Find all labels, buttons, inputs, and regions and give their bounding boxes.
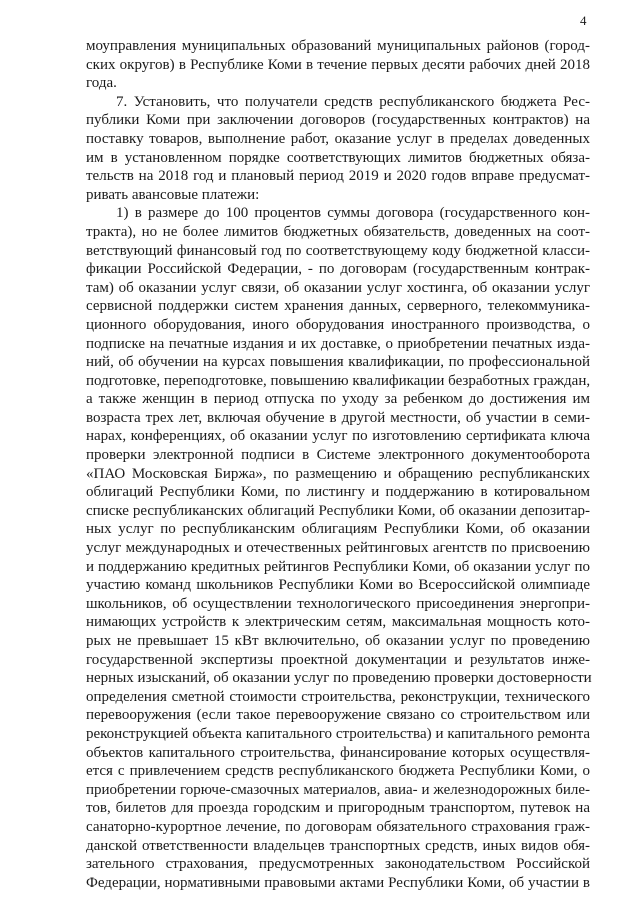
text-line: зательного страхования, предусмотренных законодательством Российской bbox=[86, 856, 590, 873]
text-line: 7. Установить, что получатели средств республиканского бюджета Рес- bbox=[116, 93, 590, 110]
text-line: там) об оказании услуг связи, об оказании услуг хостинга, об оказании услуг bbox=[86, 279, 590, 296]
text-line: моуправления муниципальных образований муниципальных районов (город- bbox=[86, 38, 590, 54]
text-line: услуг международных и отечественных рейтинговых агентств по присвоению bbox=[86, 540, 590, 557]
text-line: 1) в размере до 100 процентов суммы договора (государственного кон- bbox=[116, 205, 590, 222]
text-line: облигаций Республики Коми, по листингу и поддержанию в котировальном bbox=[86, 484, 590, 501]
text-line: ских округов) в Республике Коми в течение первых десяти рабочих дней 2018 bbox=[86, 56, 590, 73]
paragraph-p-item-7 bbox=[86, 93, 590, 205]
text-line: им в установленном порядке соответствующих лимитов бюджетных обяза- bbox=[86, 149, 590, 166]
text-line: тельств на 2018 год и плановый период 2019 и 2020 годов вправе предусмат- bbox=[86, 168, 590, 185]
text-line: поставку товаров, выполнение работ, оказание услуг в пределах доведенных bbox=[86, 130, 590, 147]
text-line: Федерации, нормативными правовыми актами Республики Коми, об участии в bbox=[86, 874, 590, 891]
text-line: участию команд школьников Республики Коми во Всероссийской олимпиаде bbox=[86, 577, 590, 594]
text-line: нерных изысканий, об оказании услуг по проведению проверки достоверности bbox=[86, 670, 592, 687]
paragraph-p-continuation bbox=[86, 37, 590, 93]
text-line: санаторно-курортное лечение, по договорам обязательного страхования граж- bbox=[86, 818, 590, 835]
text-line: проверки электронной подписи в Системе электронного документооборота bbox=[86, 447, 590, 464]
text-line: а также женщин в период отпуска по уходу за ребенком до достижения им bbox=[86, 391, 590, 408]
text-line: нимающих устройств к электрическим сетям, максимальная мощность кото- bbox=[86, 614, 590, 631]
text-line: тракта), но не более лимитов бюджетных обязательств, доведенных на соот- bbox=[86, 223, 590, 240]
text-line: «ПАО Московская Биржа», по размещению и обращению республиканских bbox=[86, 465, 590, 482]
page-number: 4 bbox=[580, 13, 587, 28]
text-line: данской ответственности владельцев транспортных средств, иных видов обя- bbox=[86, 837, 590, 854]
text-line: реконструкцией объекта капитального строительства) и капитального ремонта bbox=[86, 725, 590, 742]
text-line: возраста трех лет, включая обучение в другой местности, об участии в семи- bbox=[86, 409, 590, 426]
text-line: рых не превышает 15 кВт включительно, об оказании услуг по проведению bbox=[86, 633, 590, 649]
text-line: нарах, конференциях, об оказании услуг по изготовлению сертификата ключа bbox=[86, 428, 590, 445]
text-line: подготовке, переподготовке, повышению квалификации безработных граждан, bbox=[86, 372, 591, 389]
text-line: определения сметной стоимости строительства, реконструкции, технического bbox=[86, 688, 590, 705]
text-line: объектов капитального строительства, финансирование которых осуществля- bbox=[86, 744, 590, 761]
document-body bbox=[86, 37, 590, 892]
text-line: года. bbox=[86, 75, 117, 92]
text-line: и поддержанию кредитных рейтингов Республики Коми, об оказании услуг по bbox=[86, 558, 590, 575]
text-line: сервисной поддержки систем хранения данных, серверного, телекоммуника- bbox=[86, 298, 590, 315]
text-line: ется с привлечением средств республиканского бюджета Республики Коми, о bbox=[86, 763, 590, 780]
text-line: ний, об обучении на курсах повышения квалификации, по профессиональной bbox=[86, 354, 590, 371]
text-line: ных услуг по республиканским облигациям Республики Коми, об оказании bbox=[86, 521, 590, 538]
text-line: тов, билетов для проезда городским и пригородным транспортом, путевок на bbox=[86, 800, 590, 817]
text-line: ветствующий финансовый год по соответствующему коду бюджетной класси- bbox=[86, 242, 590, 259]
paragraph-p-subitem-1 bbox=[86, 204, 590, 892]
text-line: публики Коми при заключении договоров (государственных контрактов) на bbox=[86, 112, 590, 129]
text-line: списке республиканских облигаций Республики Коми, об оказании депозитар- bbox=[86, 502, 590, 519]
text-line: ционного оборудования, иного оборудования иностранного производства, о bbox=[86, 316, 590, 333]
text-line: подписке на печатные издания и их доставке, о приобретении печатных изда- bbox=[86, 335, 590, 352]
text-line: государственной экспертизы проектной документации и результатов инже- bbox=[86, 651, 590, 668]
text-line: перевооружения (если такое перевооружение связано со строительством или bbox=[86, 707, 590, 724]
text-line: приобретении горюче-смазочных материалов, авиа- и железнодорожных биле- bbox=[86, 781, 590, 798]
text-line: ривать авансовые платежи: bbox=[86, 186, 260, 203]
text-line: школьников, об осуществлении технологического присоединения энергопри- bbox=[86, 595, 590, 612]
text-line: фикации Российской Федерации, - по договорам (государственным контрак- bbox=[86, 261, 590, 278]
